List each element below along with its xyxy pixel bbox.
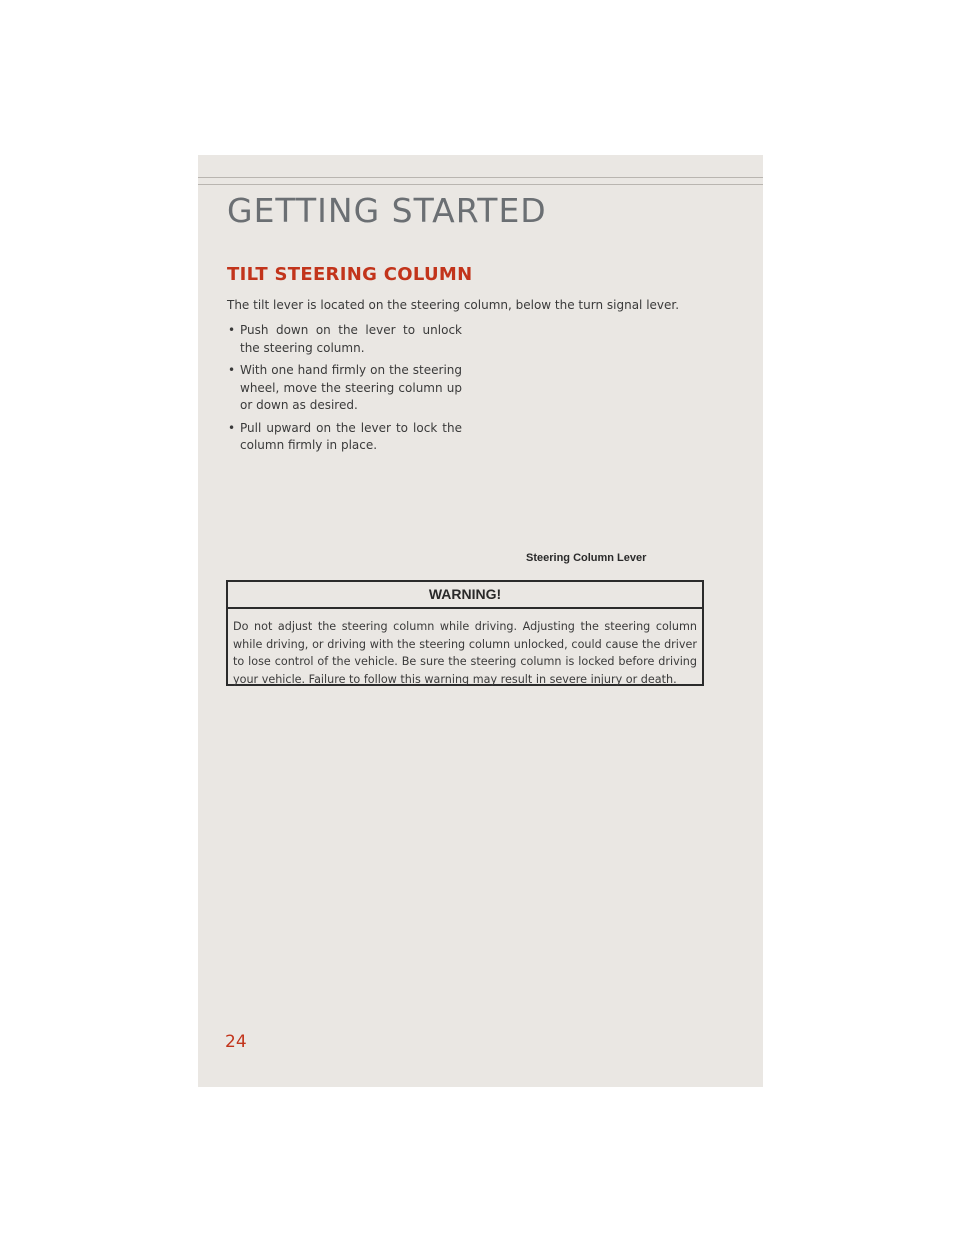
instruction-list bbox=[227, 322, 462, 460]
page-number: 24 bbox=[225, 1032, 247, 1052]
header-rule-top bbox=[198, 177, 763, 178]
bullet: • bbox=[228, 323, 236, 337]
list-item bbox=[227, 362, 462, 415]
intro-paragraph: The tilt lever is located on the steering column, below the turn signal lever. bbox=[227, 298, 680, 312]
list-item bbox=[227, 420, 462, 455]
manual-page bbox=[198, 155, 763, 1087]
bullet: • bbox=[228, 420, 236, 435]
warning-box bbox=[226, 580, 704, 686]
bullet: • bbox=[228, 363, 236, 377]
warning-text: Do not adjust the steering column while driving. Adjusting the steering column while driving, or driving with the steering column unlocked, could cause the driver to lose control of the vehicle. Be sure the steering column is locked before driving your vehicle. Failure to follow this warning may result in severe injury or death. bbox=[233, 620, 697, 686]
header-rule-bottom bbox=[198, 184, 763, 185]
list-item bbox=[227, 322, 462, 357]
section-title: GETTING STARTED bbox=[227, 191, 547, 230]
step-text: Push down on the lever to unlock the steering column. bbox=[240, 323, 462, 355]
step-text: Pull upward on the lever to lock the column firmly in place. bbox=[240, 420, 462, 452]
warning-title: WARNING! bbox=[228, 582, 702, 609]
step-text: With one hand firmly on the steering wheel, move the steering column up or down as desired. bbox=[240, 363, 462, 412]
topic-heading: TILT STEERING COLUMN bbox=[227, 264, 473, 285]
figure-caption: Steering Column Lever bbox=[526, 552, 647, 564]
